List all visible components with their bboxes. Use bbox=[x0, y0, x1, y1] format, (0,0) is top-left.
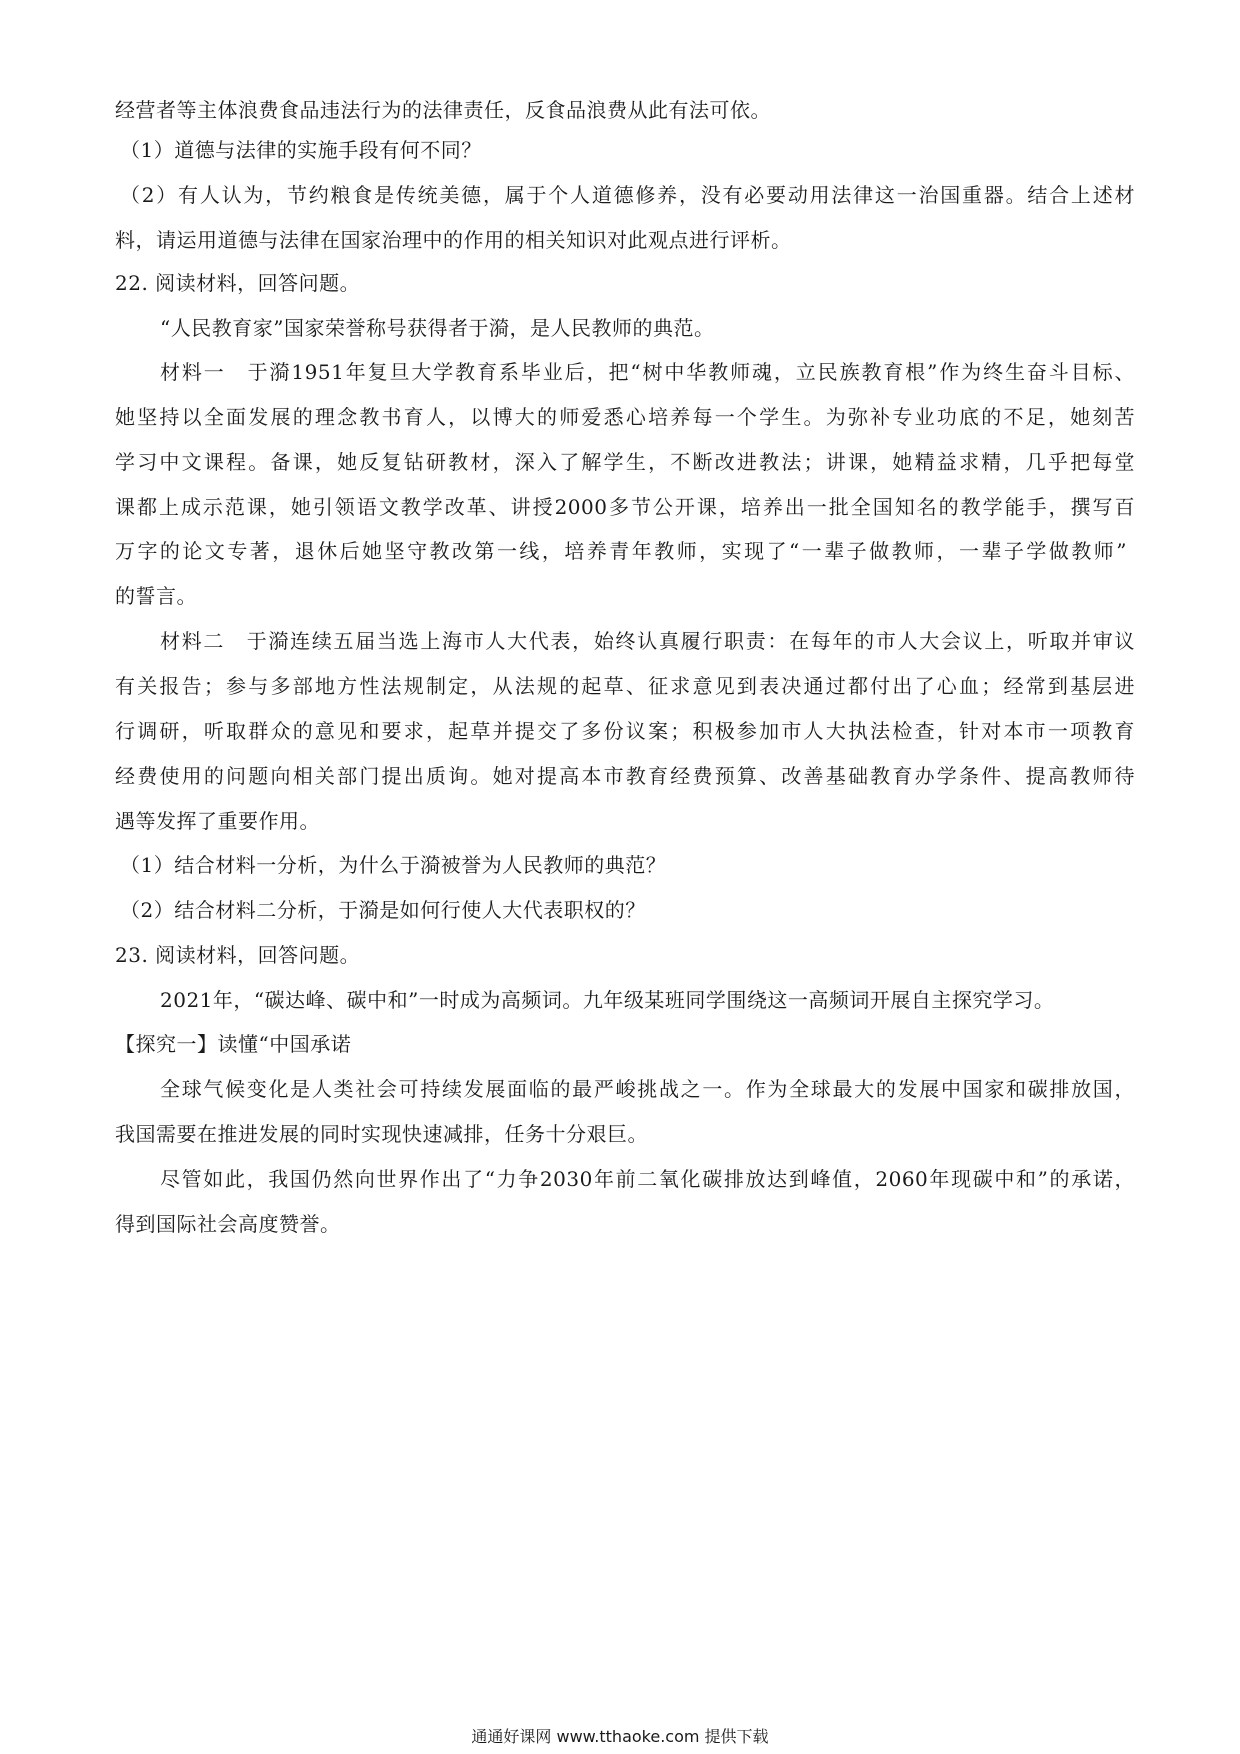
paragraph-line: 尽管如此，我国仍然向世界作出了“力争2030年前二氧化碳排放达到峰值，2060年现碳中和”的承诺， bbox=[160, 1167, 1135, 1191]
paragraph-line: 行调研，听取群众的意见和要求，起草并提交了多份议案；积极参加市人大执法检查，针对本市一项教育 bbox=[115, 719, 1135, 743]
question-line: 料，请运用道德与法律在国家治理中的作用的相关知识对此观点进行评析。 bbox=[115, 228, 792, 252]
question-heading: 22. 阅读材料，回答问题。 bbox=[115, 271, 361, 295]
paragraph-line: 材料一 于漪1951年复旦大学教育系毕业后，把“树中华教师魂，立民族教育根”作为终生奋斗目标、 bbox=[160, 360, 1135, 384]
paragraph-line: 2021年，“碳达峰、碳中和”一时成为高频词。九年级某班同学围绕这一高频词开展自主探究学习。 bbox=[160, 988, 1055, 1012]
paragraph-line: 我国需要在推进发展的同时实现快速减排，任务十分艰巨。 bbox=[115, 1122, 648, 1146]
paragraph-line: 的誓言。 bbox=[115, 584, 197, 608]
paragraph-line: 她坚持以全面发展的理念教书育人，以博大的师爱悉心培养每一个学生。为弥补专业功底的不足，她刻苦 bbox=[115, 405, 1135, 429]
paragraph-line: 课都上成示范课，她引领语文教学改革、讲授2000多节公开课，培养出一批全国知名的教学能手，撰写百 bbox=[115, 495, 1135, 519]
question-line: （2）有人认为，节约粮食是传统美德，属于个人道德修养，没有必要动用法律这一治国重器。结合上述材 bbox=[120, 183, 1135, 207]
paragraph-line: 有关报告；参与多部地方性法规制定，从法规的起草、征求意见到表决通过都付出了心血；经常到基层进 bbox=[115, 674, 1135, 698]
paragraph-line: 材料二 于漪连续五届当选上海市人大代表，始终认真履行职责：在每年的市人大会议上，听取并审议 bbox=[160, 629, 1135, 653]
paragraph-line: 得到国际社会高度赞誉。 bbox=[115, 1212, 341, 1236]
paragraph-line: 经营者等主体浪费食品违法行为的法律责任，反食品浪费从此有法可依。 bbox=[115, 98, 771, 122]
paragraph-line: “人民教育家”国家荣誉称号获得者于漪，是人民教师的典范。 bbox=[160, 316, 715, 340]
page-footer: 通通好课网 www.tthaoke.com 提供下载 bbox=[471, 1727, 769, 1746]
paragraph-line: 经费使用的问题向相关部门提出质询。她对提高本市教育经费预算、改善基础教育办学条件、提高教师待 bbox=[115, 764, 1135, 788]
question-line: （1）结合材料一分析，为什么于漪被誉为人民教师的典范？ bbox=[120, 853, 667, 877]
question-line: （2）结合材料二分析，于漪是如何行使人大代表职权的？ bbox=[120, 898, 646, 922]
paragraph-line: 学习中文课程。备课，她反复钻研教材，深入了解学生，不断改进教法；讲课，她精益求精，几乎把每堂 bbox=[115, 450, 1135, 474]
paragraph-line: 遇等发挥了重要作用。 bbox=[115, 809, 320, 833]
question-line: （1）道德与法律的实施手段有何不同？ bbox=[120, 138, 482, 162]
paragraph-line: 万字的论文专著，退休后她坚守教改第一线，培养青年教师，实现了“一辈子做教师，一辈子学做教师” bbox=[115, 539, 1127, 563]
paragraph-line: 全球气候变化是人类社会可持续发展面临的最严峻挑战之一。作为全球最大的发展中国家和碳排放国， bbox=[160, 1077, 1135, 1101]
question-heading: 23. 阅读材料，回答问题。 bbox=[115, 943, 361, 967]
section-heading: 【探究一】读懂“中国承诺 bbox=[115, 1032, 352, 1056]
